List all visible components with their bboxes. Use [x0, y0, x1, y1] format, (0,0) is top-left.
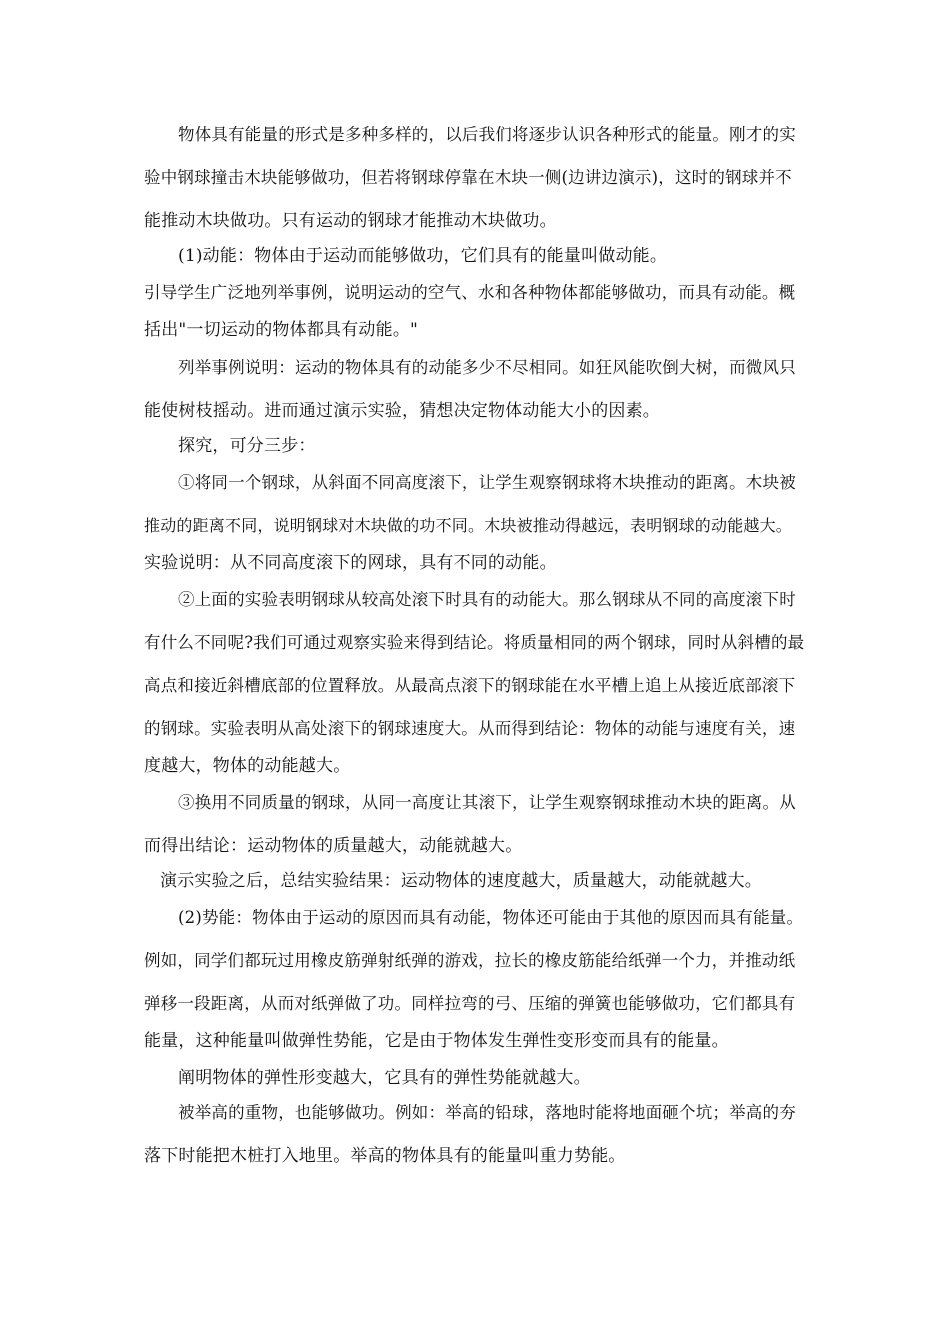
- text-line: (1)动能：物体由于运动而能够做功，它们具有的能量叫做动能。: [178, 246, 668, 266]
- text-line: 落下时能把木桩打入地里。举高的物体具有的能量叫重力势能。: [144, 1146, 626, 1166]
- text-line: 括出"一切运动的物体都具有动能。": [144, 320, 419, 340]
- text-line: 的钢球。实验表明从高处滚下的钢球速度大。从而得到结论：物体的动能与速度有关，速: [144, 719, 796, 738]
- text-line: 而得出结论：运动物体的质量越大，动能就越大。: [144, 836, 523, 856]
- text-line: 度越大，物体的动能越大。: [144, 756, 351, 776]
- text-line: 例如，同学们都玩过用橡皮筋弹射纸弹的游戏，拉长的橡皮筋能给纸弹一个力，并推动纸: [144, 951, 796, 970]
- text-line: ②上面的实验表明钢球从较高处滚下时具有的动能大。那么钢球从不同的高度滚下时: [178, 590, 796, 609]
- text-line: 验中钢球撞击木块能够做功，但若将钢球停靠在木块一侧(边讲边演示)，这时的钢球并不: [144, 168, 792, 187]
- text-line: 被举高的重物，也能够做功。例如：举高的铅球，落地时能将地面砸个坑；举高的夯: [178, 1103, 796, 1122]
- text-line: ①将同一个钢球，从斜面不同高度滚下，让学生观察钢球将木块推动的距离。木块被: [178, 473, 796, 492]
- text-line: 有什么不同呢?我们可通过观察实验来得到结论。将质量相同的两个钢球，同时从斜槽的最: [144, 633, 805, 652]
- text-line: 推动的距离不同，说明钢球对木块做的功不同。木块被推动得越远，表明钢球的动能越大。: [144, 516, 793, 535]
- text-line: ③换用不同质量的钢球，从同一高度让其滚下，让学生观察钢球推动木块的距离。从: [178, 793, 796, 812]
- text-line: 引导学生广泛地列举事例，说明运动的空气、水和各种物体都能够做功，而具有动能。概: [144, 283, 796, 302]
- text-line: 能量，这种能量叫做弹性势能，它是由于物体发生弹性变形变而具有的能量。: [144, 1031, 729, 1051]
- text-line: 高点和接近斜槽底部的位置释放。从最高点滚下的钢球能在水平槽上追上从接近底部滚下: [144, 676, 796, 695]
- text-line: 物体具有能量的形式是多种多样的，以后我们将逐步认识各种形式的能量。刚才的实: [178, 125, 796, 144]
- text-line: 演示实验之后，总结实验结果：运动物体的速度越大，质量越大，动能就越大。: [160, 871, 762, 891]
- text-line: 列举事例说明：运动的物体具有的动能多少不尽相同。如狂风能吹倒大树，而微风只: [178, 358, 796, 377]
- text-line: 能推动木块做功。只有运动的钢球才能推动木块做功。: [144, 211, 557, 231]
- text-line: (2)势能：物体由于运动的原因而具有动能，物体还可能由于其他的原因而具有能量。: [178, 908, 804, 927]
- text-line: 能使树枝摇动。进而通过演示实验，猜想决定物体动能大小的因素。: [144, 401, 660, 421]
- text-line: 弹移一段距离，从而对纸弹做了功。同样拉弯的弓、压缩的弹簧也能够做功，它们都具有: [144, 994, 796, 1013]
- text-line: 阐明物体的弹性形变越大，它具有的弹性势能就越大。: [178, 1068, 591, 1088]
- text-line: 实验说明：从不同高度滚下的网球，具有不同的动能。: [144, 553, 557, 573]
- text-line: 探究，可分三步：: [178, 436, 316, 456]
